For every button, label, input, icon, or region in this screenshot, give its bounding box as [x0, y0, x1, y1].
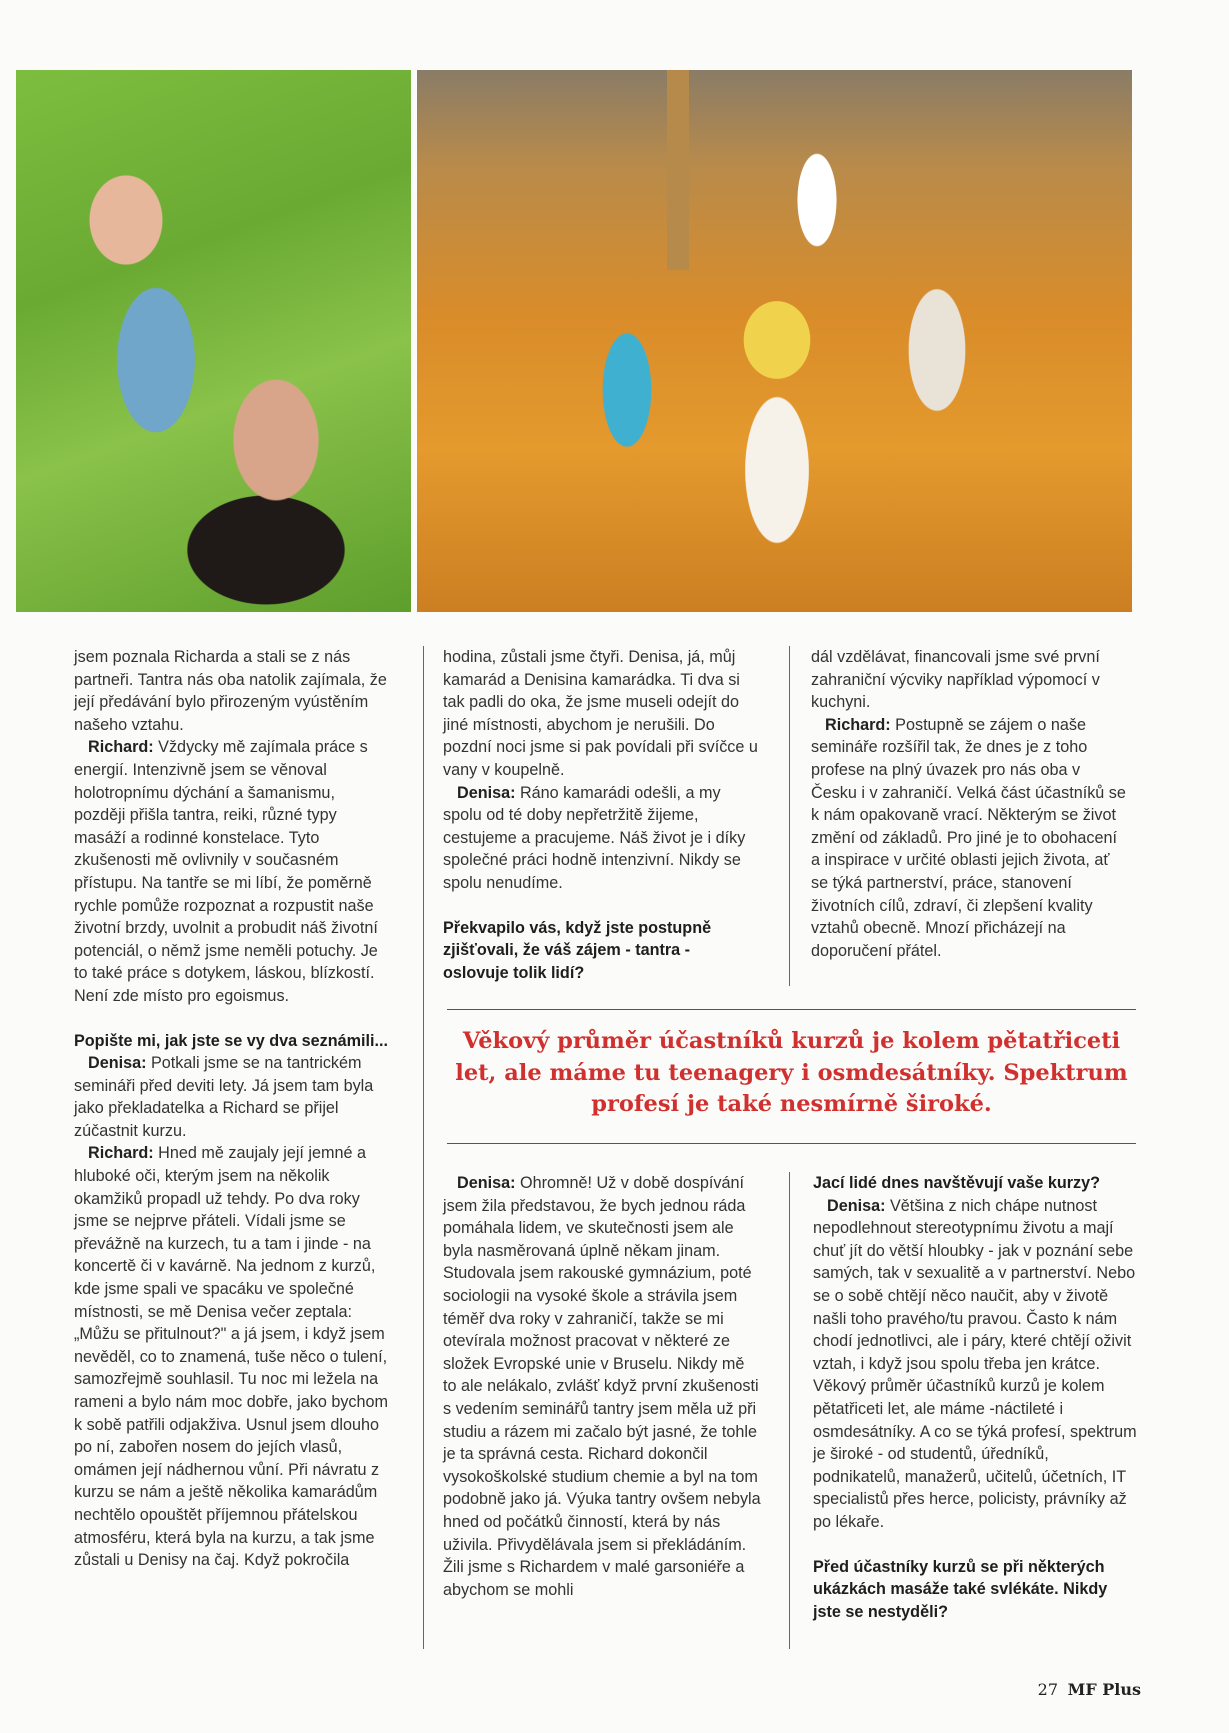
interview-question: Před účastníky kurzů se při některých ukázkách masáže také svlékáte. Nikdy jste se nestyděli? — [813, 1557, 1108, 1621]
speaker-label: Richard: — [825, 715, 891, 734]
speaker-label: Denisa: — [457, 783, 516, 802]
paragraph — [443, 782, 759, 895]
paragraph-text: Postupně se zájem o naše semináře rozšířil tak, že dnes je z toho profese na plný úvazek pro nás oba v Česku i v zahraničí. Velká část účastníků se k nám opakovaně vrací. Některým se život změní od základů. Pro jiné je to obohacení a inspirace v určité oblasti jejich života, ať se týká partnerství, práce, stanovení životních cílů, zdraví, či zlepšení kvality vztahů obecně. Mnozí přicházejí na doporučení přátel. — [811, 715, 1126, 960]
paragraph — [811, 714, 1127, 963]
paragraph-text: Ohromně! Už v době dospívání jsem žila představou, že bych jednou ráda pomáhala lidem, ve skutečnosti jsem ale byla nasměrovaná úplně někam jinam. Studovala jsem rakouské gymnázium, poté sociologii na vysoké škole a strávila jsem téměř dva roky v zahraničí, takže se mi otevírala možnost pracovat v některé ze složek Evropské unie v Bruselu. Nikdy mě to ale nelákalo, zvlášť když první zkušenosti s vedením seminářů tantry jsem měla už při studiu a rázem mi začalo být jasné, že tohle je ta správná cesta. Richard dokončil vysokoškolské studium chemie a byl na tom podobně jako já. Výuka tantry ovšem nebyla hned od počátků činností, která by nás uživila. Přivydělávala jsem si překládáním. Žili jsme s Richardem v malé garsoniéře a abychom se mohli — [443, 1174, 761, 1599]
paragraph — [443, 1172, 761, 1601]
speaker-label: Denisa: — [457, 1174, 516, 1192]
speaker-label: Richard: — [88, 738, 154, 757]
speaker-label: Denisa: — [827, 1196, 886, 1215]
article-column-1 — [74, 646, 390, 1572]
paragraph — [74, 736, 390, 1007]
pullquote-rule-bottom — [447, 1143, 1136, 1144]
paragraph-text: Většina z nich chápe nutnost nepodlehnout stereotypnímu životu a mají chuť jít do větší hloubky - jak v poznání sebe samých, tak v sexualitě a v partnerství. Nebo se o sobě chtějí něco naučit, aby v životě našli toho pravého/tu pravou. Často k nám chodí jednotlivci, ale i páry, které chtějí oživit vztah, i když jsou spolu třeba jen krátce. Věkový průměr účastníků kurzů je kolem pětatřiceti let, ale máme -náctileté i osmdesátníky. A co se týká profesí, spektrum je široké - od studentů, úředníků, podnikatelů, manažerů, učitelů, účetních, IT specialistů přes herce, policisty, právníky až po lékaře. — [813, 1196, 1137, 1531]
interview-question: Jací lidé dnes navštěvují vaše kurzy? — [813, 1174, 1101, 1192]
paragraph-text: Ráno kamarádi odešli, a my spolu od té doby nepřetržitě žijeme, cestujeme a pracujeme. Náš život je i díky společné práci hodně intenzivní. Nikdy se spolu nenudíme. — [443, 783, 746, 892]
page-number: 27 — [1037, 1680, 1059, 1699]
article-column-5 — [813, 1172, 1138, 1623]
column-divider — [789, 646, 790, 986]
paragraph — [74, 1142, 390, 1571]
speaker-label: Denisa: — [88, 1054, 147, 1073]
column-divider — [789, 1172, 790, 1649]
column-divider — [423, 646, 424, 1649]
photo-wooden-beam — [667, 70, 689, 270]
paragraph — [813, 1195, 1138, 1534]
speaker-label: Richard: — [88, 1144, 154, 1163]
paragraph: jsem poznala Richarda a stali se z nás partneři. Tantra nás oba natolik zajímala, že její předávání bylo přirozeným vyústěním našeho vztahu. — [74, 648, 387, 734]
paragraph-text: Hned mě zaujaly její jemné a hluboké oči, kterým jsem na několik okamžiků propadl už tehdy. Po dva roky jsme se nejprve přáteli. Vídali jsme se převážně na kurzech, tu a tam i jinde - na koncertě či v kavárně. Na jednom z kurzů, kde jsme spali ve spacáku ve společné místnosti, se mě Denisa večer zeptala: „Můžu se přitulnout?" a já jsem, i když jsem nevěděl, co to znamená, tuše něco o tulení, samozřejmě souhlasil. Tu noc mi ležela na rameni a bylo nám moc dobře, jako bychom k sobě patřili odjakživa. Usnul jsem dlouho po ní, zabořen nosem do jejích vlasů, omámen její nádhernou vůní. Při návratu z kurzu se nám a ještě několika kamarádům nechtělo opouštět příjemnou přátelskou atmosféru, která byla na kurzu, a tak jsme zůstali u Denisy na čaj. Když pokročila — [74, 1144, 389, 1570]
interview-question: Popište mi, jak jste se vy dva seznámili... — [74, 1031, 389, 1050]
pullquote-rule-top — [447, 1009, 1136, 1010]
paragraph-text: Potkali jsme se na tantrickém semináři před deviti lety. Já jsem tam byla jako překladatelka a Richard se přijel zúčastnit kurzu. — [74, 1054, 374, 1140]
article-column-4 — [443, 1172, 761, 1601]
article-column-2 — [443, 646, 759, 984]
article-column-3 — [811, 646, 1127, 962]
paragraph: hodina, zůstali jsme čtyři. Denisa, já, můj kamarád a Denisina kamarádka. Ti dva si tak padli do oka, že jsme museli odejít do jiné místnosti, abychom je nerušili. Do pozdní noci jsme si pak povídali při svíčce u vany v koupelně. — [443, 648, 758, 779]
photo-dancing-seminar — [417, 70, 1132, 612]
magazine-brand: MF Plus — [1067, 1680, 1141, 1699]
photo-women-sitting-on-grass — [16, 70, 411, 612]
interview-question: Překvapilo vás, když jste postupně zjišťovali, že váš zájem - tantra - oslovuje tolik lidí? — [443, 918, 712, 982]
paragraph — [74, 1052, 390, 1142]
pull-quote: Věkový průměr účastníků kurzů je kolem pětatřiceti let, ale máme tu teenagery i osmdesátníky. Spektrum profesí je také nesmírně široké. — [455, 1028, 1128, 1117]
paragraph-text: Vždycky mě zajímala práce s energií. Intenzivně jsem se věnoval holotropnímu dýchání a šamanismu, později přišla tantra, reiki, různé typy masáží a rodinné konstelace. Tyto zkušenosti mě ovlivnily v současném přístupu. Na tantře se mi líbí, že poměrně rychle pomůže rozpoznat a rozpustit naše životní brzdy, uvolnit a probudit náš životní potenciál, o němž jsme neměli potuchy. Je to také práce s dotykem, láskou, blízkostí. Není zde místo pro egoismus. — [74, 738, 378, 1005]
paragraph: dál vzdělávat, financovali jsme své první zahraniční výcviky například výpomocí v kuchyni. — [811, 648, 1100, 712]
page-footer — [1038, 1680, 1141, 1699]
